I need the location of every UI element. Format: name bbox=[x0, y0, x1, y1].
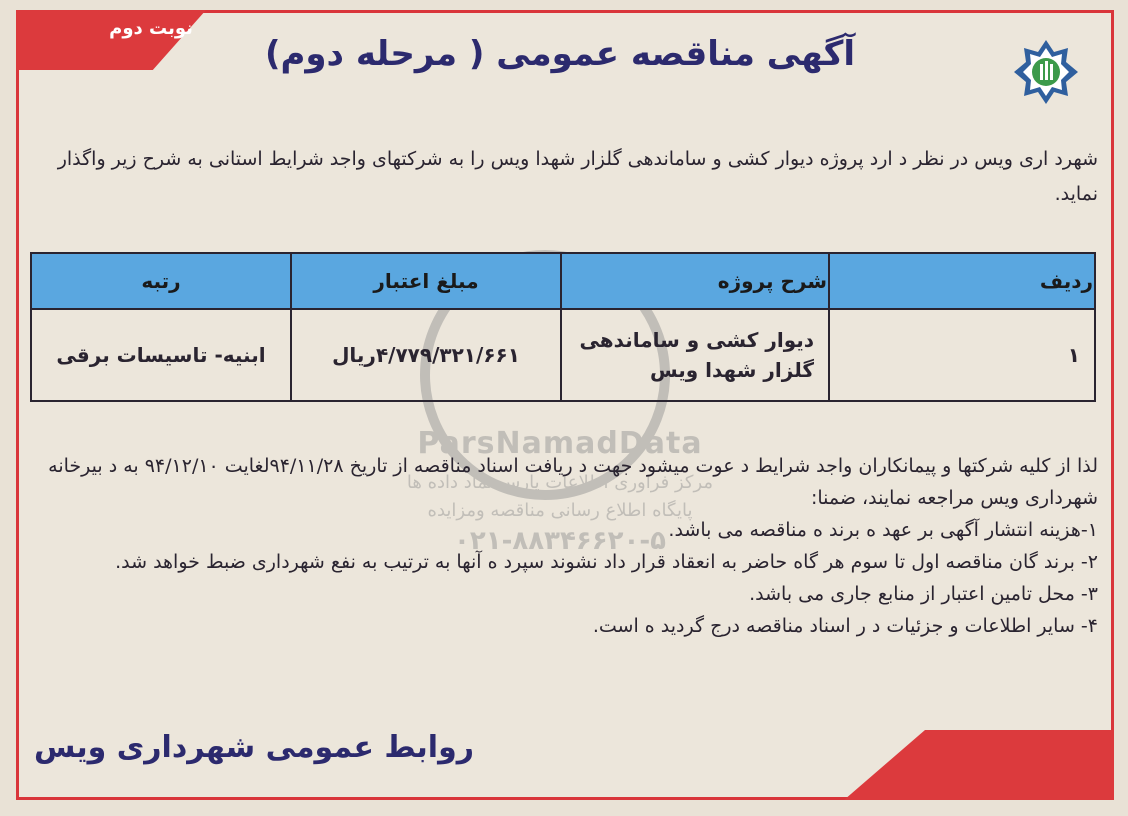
notice-body bbox=[30, 450, 1098, 642]
header-credit-amount: مبلغ اعتبار bbox=[291, 253, 561, 309]
table-row bbox=[31, 309, 1095, 401]
footer-signature: روابط عمومی شهرداری ویس bbox=[34, 730, 474, 765]
header-row-index: ردیف bbox=[829, 253, 1095, 309]
cell-rank: ابنیه- تاسیسات برقی bbox=[31, 309, 291, 401]
cell-project-desc: دیوار کشی و ساماندهی گلزار شهدا ویس bbox=[561, 309, 829, 401]
cell-row-index: ۱ bbox=[829, 309, 1095, 401]
watermark-phone: ۰۲۱-۸۸۳۴۶۶۲۰-۵ bbox=[453, 526, 666, 556]
condition-item: ۲- برند گان مناقصه اول تا سوم هر گاه حاضر به انعقاد قرار داد نشوند سپرد ه آنها به ترتیب به نفع شهرداری ضبط خواهد شد. bbox=[115, 551, 1098, 573]
intro-paragraph: شهرد اری ویس در نظر د ارد پروژه دیوار کشی و ساماندهی گلزار شهدا ویس را به شرکتهای واجد شرایط استانی به شرح زیر واگذار نماید. bbox=[57, 148, 1098, 205]
round-badge: نوبت دوم bbox=[109, 18, 193, 39]
notice-frame bbox=[16, 10, 1114, 800]
header-rank: رتبه bbox=[31, 253, 291, 309]
cell-credit-amount: ۴/۷۷۹/۳۲۱/۶۶۱ریال bbox=[291, 309, 561, 401]
invitation-paragraph: لذا از کلیه شرکتها و پیمانکاران واجد شرایط د عوت میشود جهت د ریافت اسناد مناقصه از تاریخ ۹۴/۱۱/۲۸لغایت ۹۴/۱۲/۱۰ به د بیرخانه شهرداری ویس مراجعه نمایند، ضمنا: bbox=[48, 455, 1098, 509]
table-header-row bbox=[31, 253, 1095, 309]
project-table bbox=[30, 252, 1096, 402]
condition-item: ۱-هزینه انتشار آگهی بر عهد ه برند ه مناقصه می باشد. bbox=[668, 519, 1098, 541]
condition-item: ۴- سایر اطلاعات و جزئیات د ر اسناد مناقصه درج گردید ه است. bbox=[592, 615, 1098, 637]
condition-item: ۳- محل تامین اعتبار از منابع جاری می باشد. bbox=[749, 583, 1098, 605]
watermark-site: پایگاه اطلاع رسانی مناقصه ومزایده bbox=[427, 500, 693, 521]
municipality-logo-icon bbox=[1012, 38, 1080, 106]
watermark-name: ParsNamadData bbox=[417, 426, 703, 461]
watermark-subtitle: مرکز فراوری اطلاعات پارس نماد داده ها bbox=[406, 472, 714, 493]
header-project-desc: شرح پروژه bbox=[561, 253, 829, 309]
page-title: آگهی مناقصه عمومی ( مرحله دوم) bbox=[264, 34, 856, 74]
